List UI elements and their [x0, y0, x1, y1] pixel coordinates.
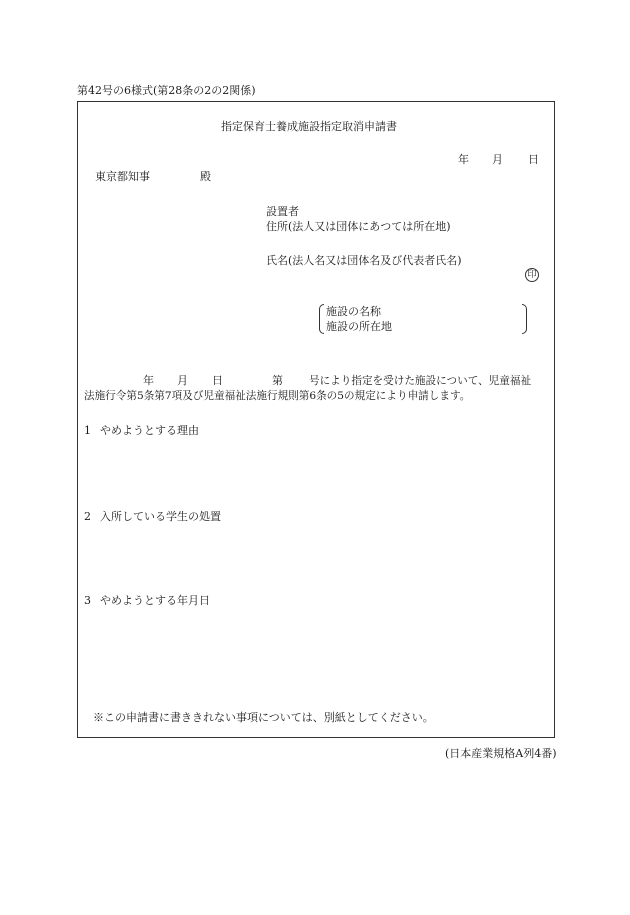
form-title: 指定保育士養成施設指定取消申請書 — [221, 120, 397, 133]
date-day: 日 — [528, 153, 539, 166]
applicant-label: 設置者 — [266, 205, 299, 218]
applicant-address-label: 住所(法人又は団体にあつては所在地) — [266, 220, 451, 233]
addressee-name: 東京都知事 — [95, 170, 150, 183]
form-frame — [77, 101, 555, 738]
body-year: 年 — [143, 374, 154, 387]
date-month: 月 — [492, 153, 503, 166]
item-1-number: 1 — [84, 424, 91, 437]
body-month: 月 — [177, 374, 188, 387]
date-year: 年 — [458, 153, 469, 166]
body-dai: 第 — [272, 374, 283, 387]
body-day: 日 — [212, 374, 223, 387]
item-3-number: 3 — [84, 594, 91, 607]
applicant-name-label: 氏名(法人名又は団体名及び代表者氏名) — [266, 254, 462, 267]
facility-brace-left — [319, 304, 324, 334]
item-2-label: 入所している学生の処置 — [100, 510, 221, 523]
item-2-number: 2 — [84, 510, 91, 523]
facility-location-label: 施設の所在地 — [326, 320, 392, 333]
form-number: 第42号の6様式(第28条の2の2関係) — [77, 84, 256, 97]
paper-size-note: (日本産業規格A列4番) — [445, 747, 557, 760]
facility-brace-right — [522, 304, 527, 334]
addressee-honorific: 殿 — [200, 170, 211, 183]
item-1-label: やめようとする理由 — [100, 424, 199, 437]
facility-name-label: 施設の名称 — [326, 305, 381, 318]
body-line2: 法施行令第5条第7項及び児童福祉法施行規則第6条の5の規定により申請します。 — [84, 390, 471, 402]
seal-mark: 印 — [525, 268, 539, 282]
item-3-label: やめようとする年月日 — [100, 594, 210, 607]
body-line1-rest: 号により指定を受けた施設について、児童福祉 — [309, 375, 532, 387]
footnote: ※この申請書に書ききれない事項については、別紙としてください。 — [93, 711, 434, 724]
